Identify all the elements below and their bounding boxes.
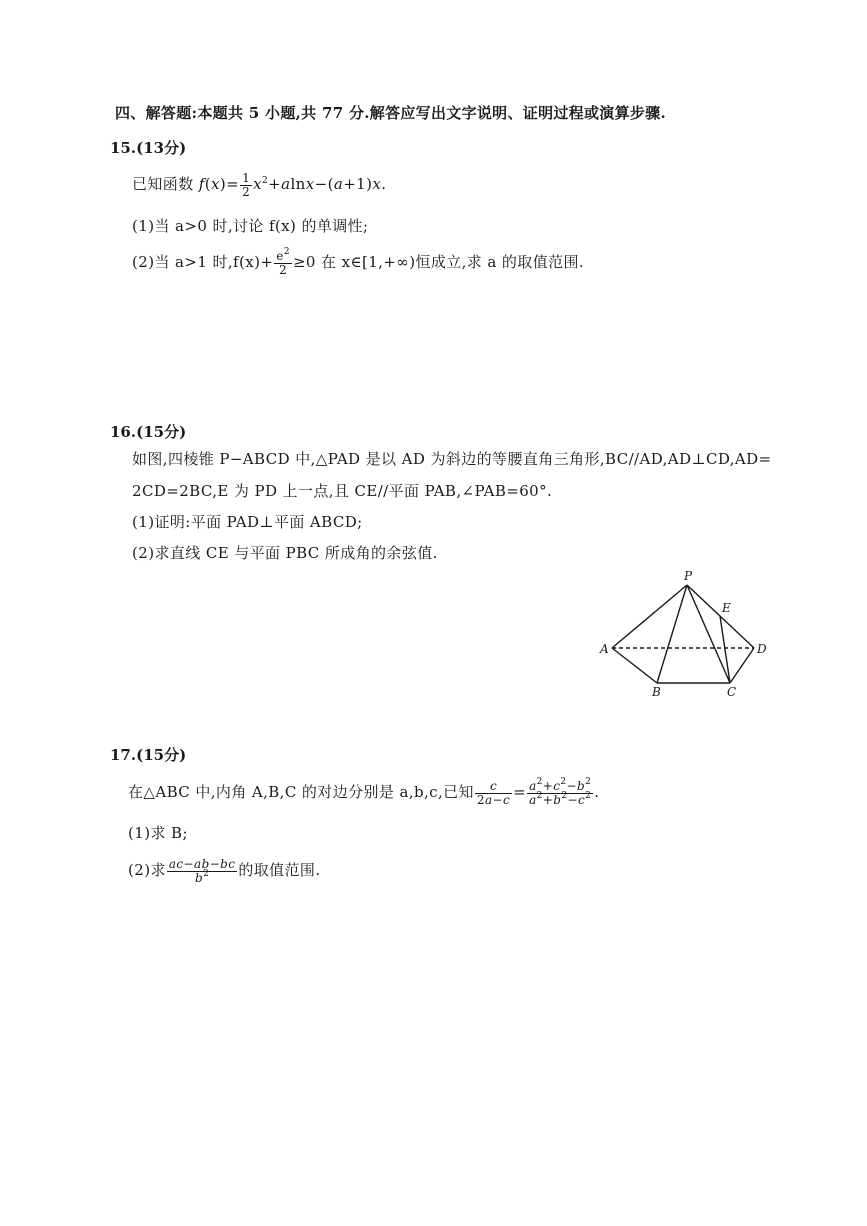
question-16-header bbox=[110, 421, 186, 442]
question-15-number: 15. bbox=[110, 139, 137, 157]
section-heading: 四、解答题:本题共 5 小题,共 77 分.解答应写出文字说明、证明过程或演算步骤. bbox=[115, 104, 667, 122]
question-17-number: 17. bbox=[110, 746, 137, 764]
question-15-part-2-prefix: (2)当 a>1 时,f(x)+ bbox=[132, 253, 274, 271]
vertex-e-label: E bbox=[722, 601, 731, 615]
question-17-stem bbox=[128, 776, 599, 808]
question-16-part-1: (1)证明:平面 PAD⊥平面 ABCD; bbox=[132, 513, 363, 531]
question-17-part-2-prefix: (2)求 bbox=[128, 861, 166, 879]
question-16-points: (15分) bbox=[136, 423, 187, 441]
question-17-part-2 bbox=[128, 855, 321, 885]
question-17-points: (15分) bbox=[136, 746, 187, 764]
question-15-stem-prefix: 已知函数 bbox=[132, 175, 199, 193]
edge-pc bbox=[687, 585, 730, 683]
pyramid-figure bbox=[590, 565, 780, 705]
question-15-header bbox=[110, 137, 186, 158]
vertex-b-label: B bbox=[652, 685, 661, 699]
edge-pa bbox=[612, 585, 687, 648]
vertex-a-label: A bbox=[600, 642, 609, 656]
question-16-line-2: 2CD=2BC,E 为 PD 上一点,且 CE//平面 PAB,∠PAB=60°. bbox=[132, 482, 553, 500]
vertex-c-label: C bbox=[727, 685, 737, 699]
question-16-part-2: (2)求直线 CE 与平面 PBC 所成角的余弦值. bbox=[132, 544, 438, 562]
question-17-stem-prefix: 在△ABC 中,内角 A,B,C 的对边分别是 a,b,c,已知 bbox=[128, 783, 474, 801]
question-15-part-2-suffix: ≥0 在 x∈[1,+∞)恒成立,求 a 的取值范围. bbox=[292, 253, 585, 271]
question-15-points: (13分) bbox=[136, 139, 187, 157]
question-15-stem bbox=[132, 170, 386, 199]
question-17-condition: $\frac{c}{2a-c}$ = $\frac{a^2+c^2-b^2}{a^2+b^2-c^2}$ . bbox=[476, 776, 600, 807]
question-17-expression: $\frac{ac-ab-bc}{b^2}$ bbox=[168, 856, 236, 885]
edge-cd bbox=[730, 648, 754, 683]
question-15-part-2 bbox=[132, 247, 584, 277]
question-17-part-2-suffix: 的取值范围. bbox=[238, 861, 321, 879]
edge-pb bbox=[657, 585, 687, 683]
question-15-part-1: (1)当 a>0 时,讨论 f(x) 的单调性; bbox=[132, 217, 369, 235]
question-16-line-1: 如图,四棱锥 P−ABCD 中,△PAD 是以 AD 为斜边的等腰直角三角形,BC//AD,AD⊥CD,AD= bbox=[132, 450, 772, 468]
question-16-number: 16. bbox=[110, 423, 137, 441]
vertex-d-label: D bbox=[757, 642, 767, 656]
question-15-function: f(x)= $\frac{1}{2}$ $x^2+alnx-(a+1)x$. bbox=[198, 170, 387, 199]
question-17-part-1: (1)求 B; bbox=[128, 824, 188, 842]
edge-ab bbox=[612, 648, 657, 683]
vertex-p-label: P bbox=[684, 569, 693, 583]
question-15-e-fraction: $\frac{e^2}{2}$ bbox=[276, 246, 290, 277]
question-17-header bbox=[110, 744, 186, 765]
